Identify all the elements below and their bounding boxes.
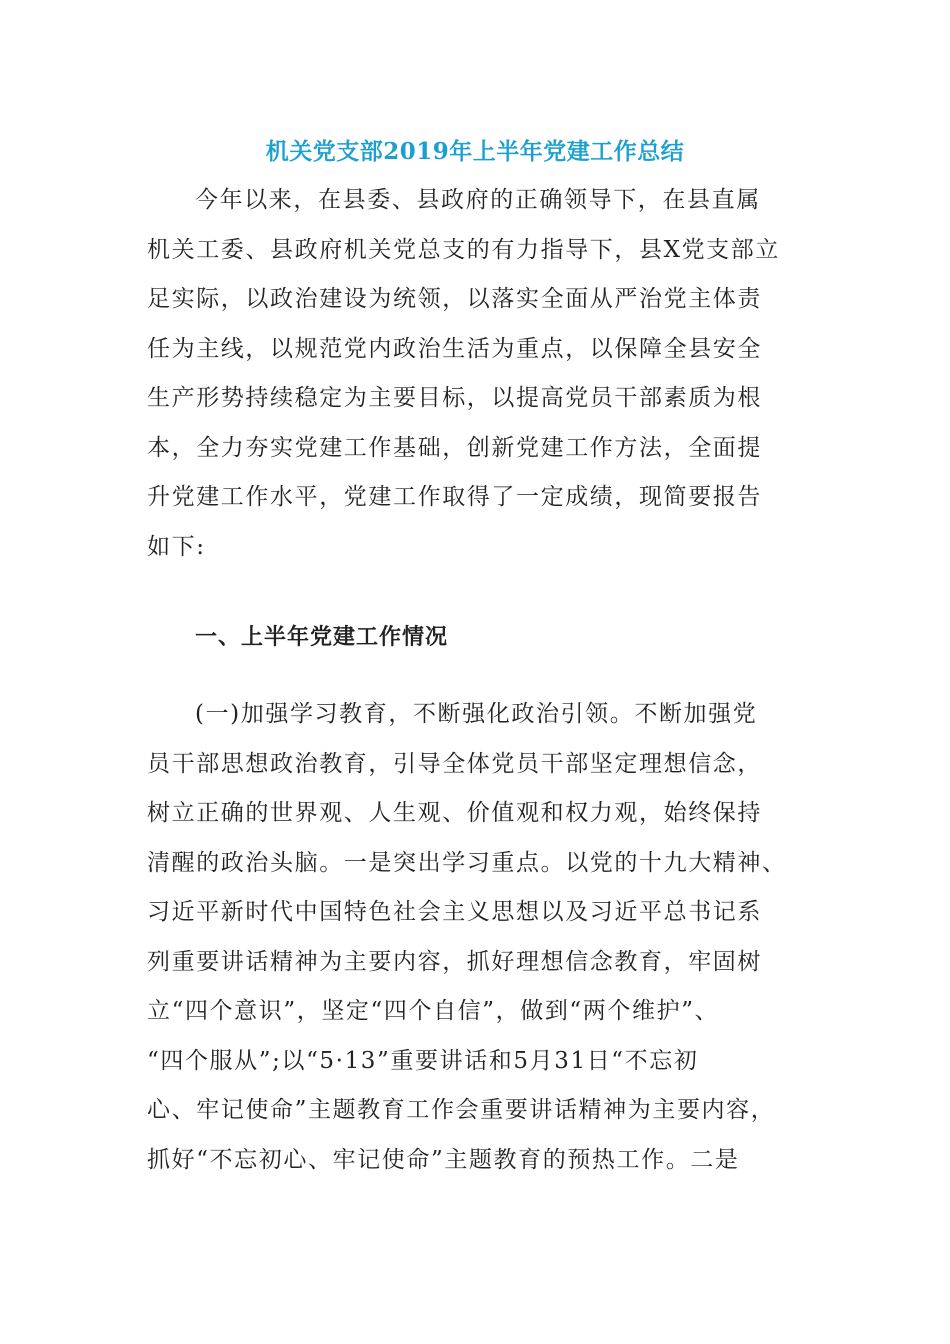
section1-line: “四个服从”;以“5·13”重要讲话和5月31日“不忘初 <box>147 1047 699 1074</box>
section1-line: 抓好“不忘初心、牢记使命”主题教育的预热工作。二是 <box>147 1146 740 1173</box>
section1-line: 立“四个意识”，坚定“四个自信”，做到“两个维护”、 <box>147 998 720 1024</box>
section1-line: 树立正确的世界观、人生观、价值观和权力观，始终保持 <box>147 800 762 826</box>
intro-line: 生产形势持续稳定为主要目标，以提高党员干部素质为根 <box>147 385 762 411</box>
intro-line: 机关工委、县政府机关党总支的有力指导下，县X党支部立 <box>147 236 780 263</box>
document-title: 机关党支部2019年上半年党建工作总结 <box>265 138 685 165</box>
intro-line: 今年以来，在县委、县政府的正确领导下，在县直属 <box>195 187 761 213</box>
section1-paragraph <box>147 690 807 1185</box>
section1-line: 心、牢记使命”主题教育工作会重要讲话精神为主要内容， <box>147 1097 776 1123</box>
intro-line: 足实际，以政治建设为统领，以落实全面从严治党主体责 <box>147 286 762 312</box>
section1-line: (一)加强学习教育，不断强化政治引领。不断加强党 <box>195 701 758 727</box>
section1-line: 清醒的政治头脑。一是突出学习重点。以党的十九大精神、 <box>147 849 787 876</box>
section1-line: 习近平新时代中国特色社会主义思想以及习近平总书记系 <box>147 899 762 925</box>
section-heading: 一、上半年党建工作情况 <box>195 625 449 650</box>
section1-line: 员干部思想政治教育，引导全体党员干部坚定理想信念， <box>147 750 762 777</box>
intro-line: 升党建工作水平，党建工作取得了一定成绩，现简要报告 <box>147 484 762 510</box>
intro-line: 如下: <box>147 533 206 560</box>
intro-line: 任为主线，以规范党内政治生活为重点，以保障全县安全 <box>147 335 762 362</box>
intro-paragraph <box>147 176 807 572</box>
section1-line: 列重要讲话精神为主要内容，抓好理想信念教育，牢固树 <box>147 948 762 975</box>
intro-line: 本，全力夯实党建工作基础，创新党建工作方法，全面提 <box>147 434 762 461</box>
